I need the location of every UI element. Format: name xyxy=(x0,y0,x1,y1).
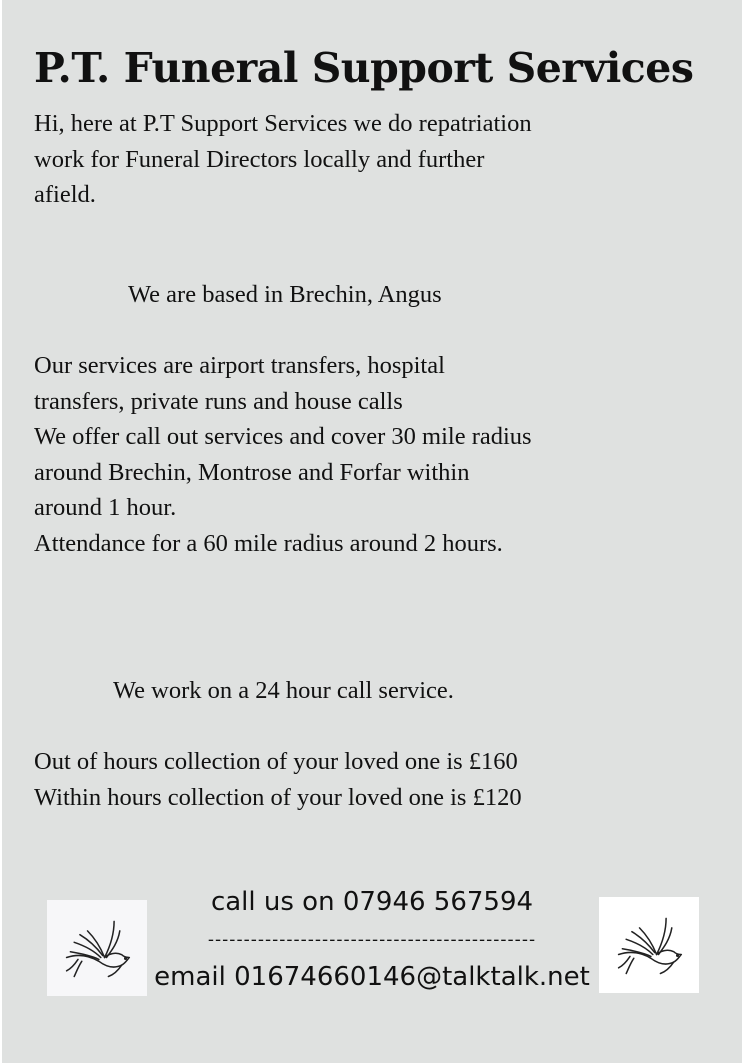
intro-line: Hi, here at P.T Support Services we do repatriation xyxy=(34,110,532,137)
services-paragraph xyxy=(34,348,532,562)
call-service-line xyxy=(113,673,454,709)
dove-image-right xyxy=(599,897,699,993)
call-service-text: We work on a 24 hour call service. xyxy=(113,677,454,704)
price-line: Within hours collection of your loved one is £120 xyxy=(34,783,522,811)
location-text: We are based in Brechin, Angus xyxy=(128,281,442,308)
contact-block xyxy=(142,884,602,997)
dove-image-left xyxy=(47,900,147,996)
phone-text: call us on 07946 567594 xyxy=(210,887,534,917)
services-line: Our services are airport transfers, hospital xyxy=(34,352,445,379)
services-line: We offer call out services and cover 30 mile radius xyxy=(34,423,532,451)
contact-divider: ---------------------------------------------- xyxy=(207,929,537,950)
services-line: around Brechin, Montrose and Forfar within xyxy=(34,458,470,486)
intro-line: work for Funeral Directors locally and further xyxy=(34,145,485,173)
services-line: transfers, private runs and house calls xyxy=(34,387,403,415)
prices-paragraph xyxy=(34,744,522,815)
dove-icon xyxy=(611,907,687,983)
dove-icon xyxy=(59,910,135,986)
services-line: Attendance for a 60 mile radius around 2 hours. xyxy=(34,529,503,557)
price-line: Out of hours collection of your loved one is £160 xyxy=(34,748,518,775)
page-title: P.T. Funeral Support Services xyxy=(34,44,694,92)
email-text: email 01674660146@talktalk.net xyxy=(154,962,590,992)
intro-paragraph xyxy=(34,106,532,213)
services-line: around 1 hour. xyxy=(34,494,177,522)
intro-line: afield. xyxy=(34,181,96,209)
location-line xyxy=(128,277,442,313)
